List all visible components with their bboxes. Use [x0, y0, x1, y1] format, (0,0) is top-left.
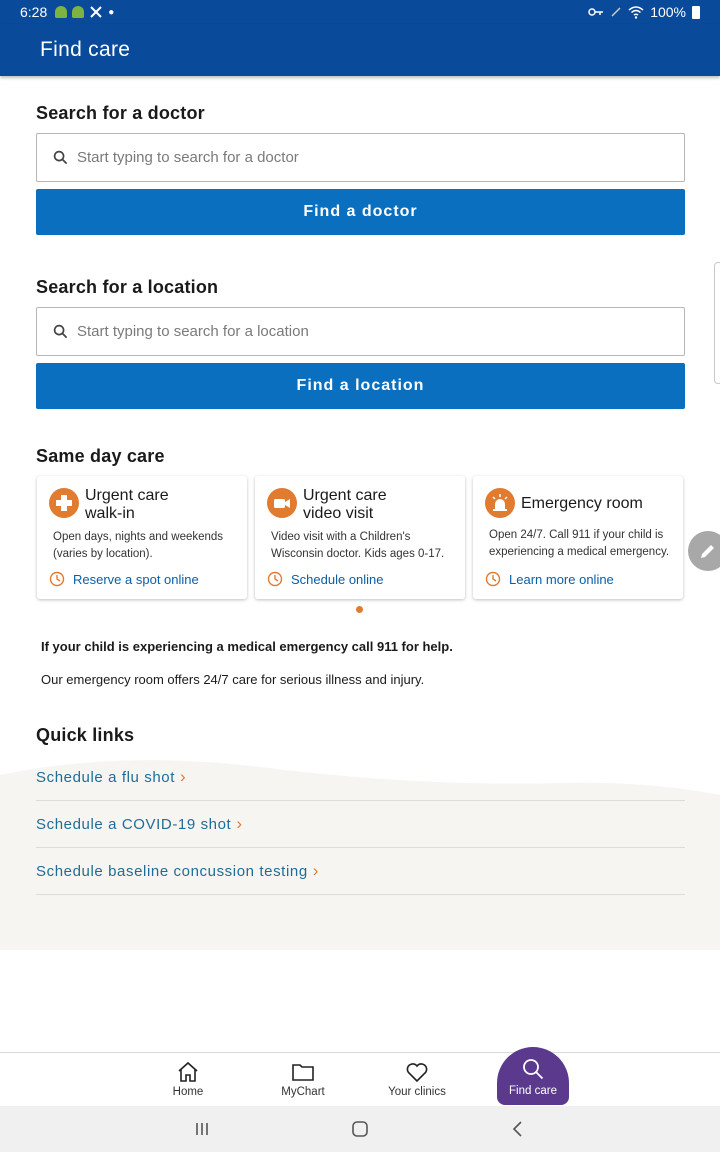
chevron-right-icon: › [312, 861, 320, 880]
doctor-search-heading: Search for a doctor [36, 103, 205, 123]
app-bar [0, 24, 720, 76]
recent-apps-icon[interactable] [193, 1120, 211, 1138]
chevron-right-icon: › [180, 767, 187, 786]
tools-icon [89, 5, 103, 19]
chevron-right-icon: › [236, 814, 243, 833]
search-icon [53, 150, 68, 165]
heart-icon [405, 1060, 429, 1084]
status-bar [0, 0, 720, 24]
card-urgent-care-video-visit[interactable] [255, 476, 465, 599]
emergency-notice-bold: If your child is experiencing a medical emergency call 911 for help. [41, 639, 453, 654]
quick-link-covid-shot[interactable]: Schedule a COVID-19 shot › [36, 801, 685, 848]
medical-cross-icon [49, 488, 79, 518]
card-description: Open 24/7. Call 911 if your child is experiencing a medical emergency. [489, 529, 670, 558]
status-right [588, 4, 700, 20]
edit-floating-button[interactable] [688, 531, 720, 571]
key-icon [588, 6, 604, 18]
search-icon [521, 1057, 545, 1081]
page-title: Find care [40, 38, 131, 61]
quick-link-concussion-testing[interactable]: Schedule baseline concussion testing › [36, 848, 685, 895]
folder-icon [291, 1060, 315, 1084]
clock-icon [267, 571, 283, 587]
location-search-heading: Search for a location [36, 277, 219, 297]
system-navigation-bar [0, 1106, 720, 1152]
location-search-input[interactable] [77, 323, 637, 340]
card-emergency-room[interactable] [473, 476, 683, 599]
reserve-spot-link[interactable]: Reserve a spot online [49, 571, 199, 587]
clock-icon [49, 571, 65, 587]
status-time: 6:28 [20, 4, 48, 20]
video-camera-icon [267, 488, 297, 518]
quick-links-heading: Quick links [36, 725, 135, 745]
find-location-button[interactable]: Find a location [36, 363, 685, 409]
nav-mychart[interactable]: MyChart [253, 1053, 353, 1107]
home-icon [176, 1060, 200, 1084]
carousel-page-indicator [356, 606, 363, 613]
android-notification-icon [55, 6, 67, 18]
pen-status-icon [610, 6, 622, 18]
search-icon [53, 324, 68, 339]
schedule-online-link[interactable]: Schedule online [267, 571, 384, 587]
card-title: Urgent care walk-in [85, 487, 169, 522]
card-description: Open days, nights and weekends (varies by location). [53, 531, 224, 560]
card-description: Video visit with a Children's Wisconsin doctor. Kids ages 0-17. [271, 531, 445, 560]
card-title: Urgent care video visit [303, 487, 387, 522]
clock-icon [485, 571, 501, 587]
siren-icon [485, 488, 515, 518]
same-day-care-heading: Same day care [36, 446, 165, 466]
card-title: Emergency room [521, 495, 643, 512]
wifi-icon [628, 6, 644, 19]
pencil-icon [698, 541, 718, 561]
location-search-box[interactable] [36, 307, 685, 356]
doctor-search-box[interactable] [36, 133, 685, 182]
nav-home[interactable]: Home [138, 1053, 238, 1107]
android-notification-icon [72, 6, 84, 18]
quick-link-flu-shot[interactable]: Schedule a flu shot › [36, 754, 685, 801]
edge-panel-handle[interactable] [714, 262, 720, 384]
back-icon[interactable] [509, 1120, 527, 1138]
learn-more-link[interactable]: Learn more online [485, 571, 614, 587]
find-doctor-button[interactable]: Find a doctor [36, 189, 685, 235]
battery-icon [692, 6, 700, 19]
emergency-notice-text: Our emergency room offers 24/7 care for serious illness and injury. [41, 672, 425, 687]
nav-your-clinics[interactable]: Your clinics [367, 1053, 467, 1107]
doctor-search-input[interactable] [77, 149, 637, 166]
card-urgent-care-walk-in[interactable] [37, 476, 247, 599]
more-notifications-dot: ● [108, 6, 115, 18]
home-system-icon[interactable] [351, 1120, 369, 1138]
nav-find-care[interactable]: Find care [497, 1047, 569, 1105]
battery-percent: 100% [650, 4, 686, 20]
bottom-navigation [0, 1052, 720, 1106]
